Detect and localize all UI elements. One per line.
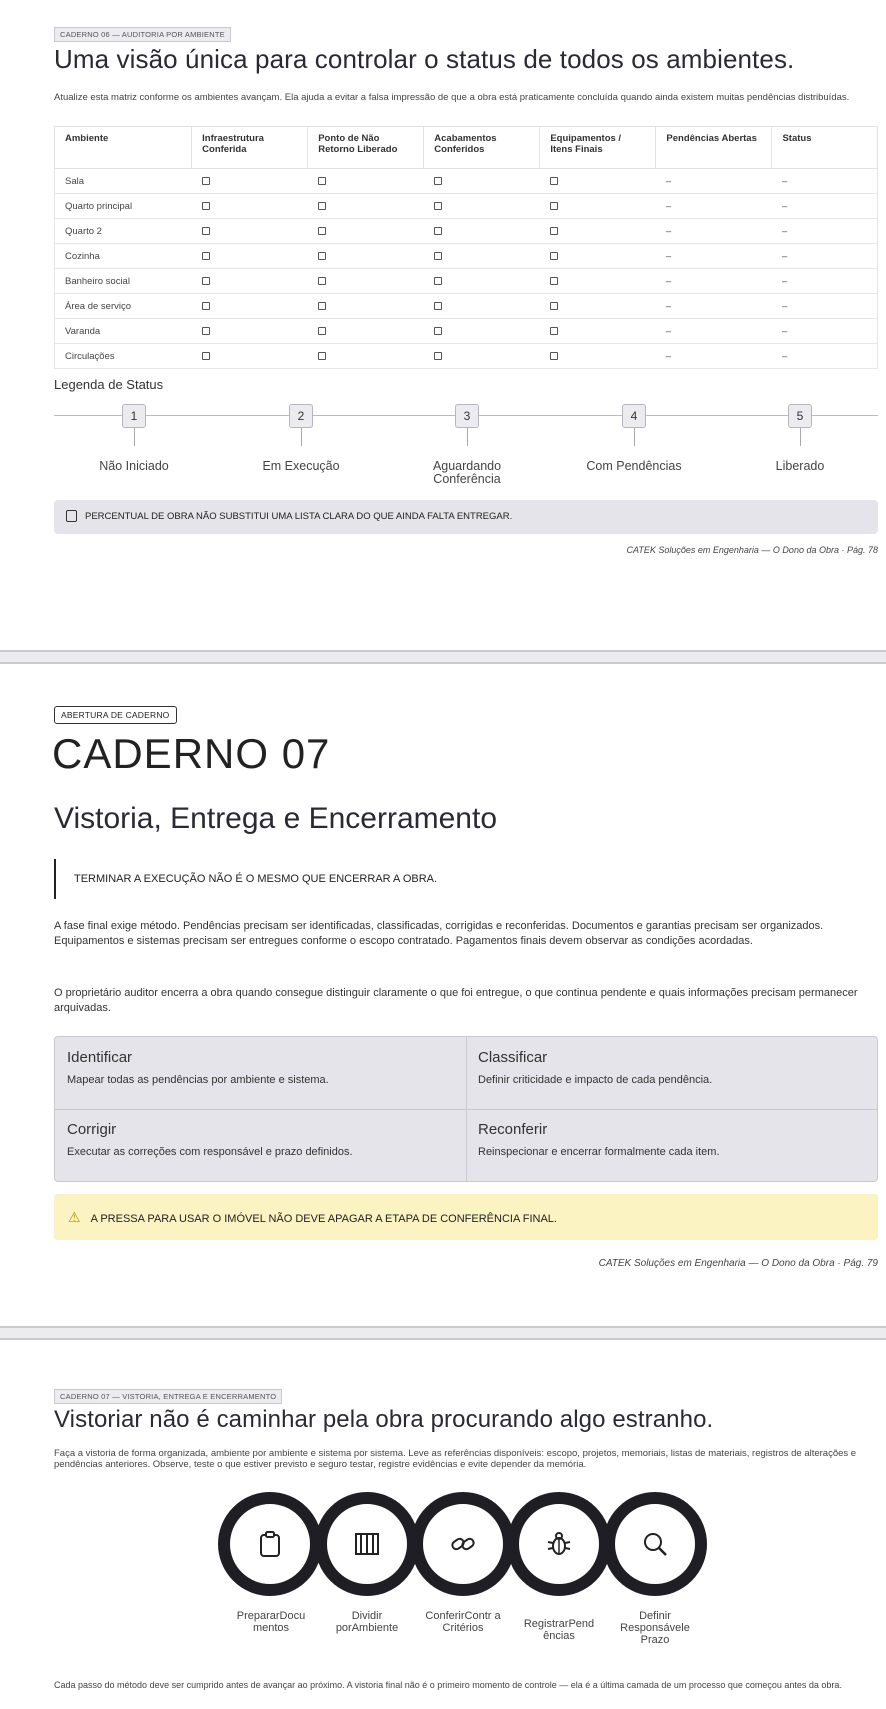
step-label: Dividir porAmbiente — [335, 1610, 399, 1634]
legend-tick — [467, 428, 468, 446]
page-title: Uma visão única para controlar o status de todos os ambientes. — [54, 44, 795, 74]
process-grid — [54, 1036, 878, 1182]
legend-tick — [301, 428, 302, 446]
page-78 — [0, 0, 886, 650]
legend-step-label: Em Execução — [262, 459, 340, 473]
room-name: Circulações — [55, 344, 192, 369]
step-label: RegistrarPend ências — [523, 1618, 595, 1642]
checkbox[interactable] — [434, 352, 442, 360]
table-row — [55, 194, 878, 219]
notice-banner — [54, 500, 878, 534]
notice-text: PERCENTUAL DE OBRA NÃO SUBSTITUI UMA LISTA CLARA DO QUE AINDA FALTA ENTREGAR. — [85, 511, 513, 522]
checkbox[interactable] — [550, 202, 558, 210]
checkbox-cell — [540, 194, 656, 219]
checkbox[interactable] — [434, 327, 442, 335]
legend-step-number: 2 — [289, 404, 313, 428]
checkbox-cell — [540, 344, 656, 369]
pending-cell: – — [656, 169, 772, 194]
room-name: Quarto principal — [55, 194, 192, 219]
bug-icon — [545, 1530, 573, 1558]
pending-cell: – — [656, 194, 772, 219]
checkbox[interactable] — [550, 227, 558, 235]
checkbox-cell — [192, 319, 308, 344]
method-steps — [218, 1492, 688, 1608]
status-cell: – — [772, 344, 878, 369]
pending-cell: – — [656, 294, 772, 319]
checkbox-cell — [192, 294, 308, 319]
checkbox[interactable] — [202, 202, 210, 210]
step-circle-3 — [411, 1492, 515, 1596]
intro-text: Atualize esta matriz conforme os ambientes avançam. Ela ajuda a evitar a falsa impressão de que a obra está praticamente concluída quando ainda existem muitas pendências distribuídas. — [54, 92, 850, 103]
pending-cell: – — [656, 269, 772, 294]
legend-step-number: 1 — [122, 404, 146, 428]
checkbox-cell — [540, 269, 656, 294]
checkbox[interactable] — [202, 352, 210, 360]
cell-title: Classificar — [478, 1049, 548, 1066]
checkbox[interactable] — [318, 352, 326, 360]
step-circle-2 — [315, 1492, 419, 1596]
checkbox-cell — [308, 194, 424, 219]
legend-step-label: Não Iniciado — [99, 459, 169, 473]
column-header: Acabamentos Conferidos — [424, 127, 540, 169]
checkbox-cell — [192, 269, 308, 294]
legend-tick — [800, 428, 801, 446]
cell-desc: Reinspecionar e encerrar formalmente cada item. — [478, 1146, 720, 1158]
table-row — [55, 219, 878, 244]
link-icon — [448, 1530, 478, 1558]
pending-cell: – — [656, 219, 772, 244]
status-cell: – — [772, 169, 878, 194]
status-cell: – — [772, 244, 878, 269]
checkbox-cell — [192, 219, 308, 244]
checkbox-cell — [424, 219, 540, 244]
grid-cell-reconferir — [466, 1109, 877, 1181]
cell-desc: Executar as correções com responsável e prazo definidos. — [67, 1146, 353, 1158]
checkbox-cell — [308, 344, 424, 369]
checkbox[interactable] — [318, 277, 326, 285]
checkbox[interactable] — [202, 227, 210, 235]
step-circle-4 — [507, 1492, 611, 1596]
cell-title: Reconferir — [478, 1121, 548, 1138]
warning-banner — [54, 1194, 878, 1240]
cell-title: Corrigir — [67, 1121, 117, 1138]
table-header-row — [55, 127, 878, 169]
room-name: Banheiro social — [55, 269, 192, 294]
checkbox-cell — [308, 219, 424, 244]
step-label: ConferirContr a Critérios — [425, 1610, 501, 1634]
checkbox-cell — [424, 269, 540, 294]
checkbox[interactable] — [550, 177, 558, 185]
intro-text: Faça a vistoria de forma organizada, ambiente por ambiente e sistema por sistema. Leve as referências disponíveis: escopo, projetos, memoriais, listas de materiais, registros de alterações e pendências anteriores. Observe, teste o que estiver previsto e seguro testar, registre evidências e evite depender da memória. — [54, 1448, 857, 1470]
column-header: Ambiente — [55, 127, 192, 169]
table-body — [55, 169, 878, 369]
grid-cell-corrigir — [55, 1109, 466, 1181]
columns-icon — [352, 1530, 382, 1558]
paragraph-1: A fase final exige método. Pendências precisam ser identificadas, classificadas, corrigidas e reconferidas. Documentos e garantias precisam ser organizados. Equipamentos e sistemas precisam ser entregues conforme o escopo contratado. Pagamentos finais devem observar as condições acordadas. — [54, 920, 824, 947]
checkbox-cell — [424, 294, 540, 319]
checkbox-cell — [540, 244, 656, 269]
page-80 — [0, 1340, 886, 1709]
checkbox[interactable] — [434, 227, 442, 235]
checkbox-cell — [540, 319, 656, 344]
checkbox-cell — [308, 244, 424, 269]
room-name: Quarto 2 — [55, 219, 192, 244]
room-name: Cozinha — [55, 244, 192, 269]
checkbox[interactable] — [434, 202, 442, 210]
checkbox-cell — [540, 219, 656, 244]
legend-step-number: 5 — [788, 404, 812, 428]
table-row — [55, 294, 878, 319]
status-cell: – — [772, 319, 878, 344]
checkbox-cell — [308, 294, 424, 319]
page-separator — [0, 1326, 886, 1340]
warning-text: A PRESSA PARA USAR O IMÓVEL NÃO DEVE APAGAR A ETAPA DE CONFERÊNCIA FINAL. — [90, 1213, 557, 1225]
paragraph-2: O proprietário auditor encerra a obra quando consegue distinguir claramente o que foi entregue, o que continua pendente e quais informações precisam permanecer arquivadas. — [54, 987, 858, 1014]
checkbox-cell — [192, 244, 308, 269]
checkbox-cell — [540, 294, 656, 319]
legend-step-number: 4 — [622, 404, 646, 428]
page-footer: CATEK Soluções em Engenharia — O Dono da Obra · Pág. 79 — [598, 1258, 878, 1269]
status-cell: – — [772, 219, 878, 244]
room-name: Área de serviço — [55, 294, 192, 319]
legend-title: Legenda de Status — [54, 377, 164, 392]
checkbox[interactable] — [318, 202, 326, 210]
checkbox[interactable] — [550, 302, 558, 310]
cell-desc: Definir criticidade e impacto de cada pendência. — [478, 1074, 713, 1086]
column-header: Ponto de Não Retorno Liberado — [308, 127, 424, 169]
checkbox[interactable] — [550, 252, 558, 260]
table-row — [55, 269, 878, 294]
checkbox-cell — [308, 319, 424, 344]
checkbox[interactable] — [550, 277, 558, 285]
checkbox[interactable] — [202, 277, 210, 285]
checkbox-cell — [424, 344, 540, 369]
step-label: PrepararDocu mentos — [236, 1610, 306, 1634]
pull-quote: TERMINAR A EXECUÇÃO NÃO É O MESMO QUE ENCERRAR A OBRA. — [54, 859, 437, 899]
legend-tick — [634, 428, 635, 446]
room-name: Sala — [55, 169, 192, 194]
checkbox[interactable] — [318, 227, 326, 235]
page-79 — [0, 664, 886, 1324]
page-title: Vistoriar não é caminhar pela obra procurando algo estranho. — [54, 1406, 714, 1433]
chapter-subtitle: Vistoria, Entrega e Encerramento — [54, 802, 498, 835]
checkbox-cell — [192, 169, 308, 194]
column-header: Equipamentos / Itens Finais — [540, 127, 656, 169]
checkbox-cell — [424, 319, 540, 344]
room-name: Varanda — [55, 319, 192, 344]
page-footer: CATEK Soluções em Engenharia — O Dono da Obra · Pág. 78 — [626, 545, 878, 555]
table-row — [55, 344, 878, 369]
checkbox[interactable] — [550, 327, 558, 335]
pending-cell: – — [656, 344, 772, 369]
step-label: Definir Responsávele Prazo — [620, 1610, 690, 1646]
checkbox[interactable] — [202, 327, 210, 335]
chapter-title: CADERNO 07 — [52, 730, 331, 777]
grid-cell-identificar — [55, 1037, 466, 1109]
note-icon — [66, 510, 77, 522]
checkbox-cell — [192, 194, 308, 219]
cell-desc: Mapear todas as pendências por ambiente e sistema. — [67, 1074, 329, 1086]
column-header: Status — [772, 127, 878, 169]
pending-cell: – — [656, 319, 772, 344]
checkbox[interactable] — [318, 252, 326, 260]
column-header: Pendências Abertas — [656, 127, 772, 169]
status-matrix-table — [54, 126, 878, 369]
checkbox[interactable] — [550, 352, 558, 360]
checkbox-cell — [424, 244, 540, 269]
legend-step-label: Liberado — [775, 459, 825, 473]
checkbox[interactable] — [202, 252, 210, 260]
checkbox-cell — [424, 194, 540, 219]
checkbox-cell — [424, 169, 540, 194]
legend-tick — [134, 428, 135, 446]
checkbox[interactable] — [202, 302, 210, 310]
status-cell: – — [772, 194, 878, 219]
search-icon — [641, 1530, 669, 1558]
method-note: Cada passo do método deve ser cumprido antes de avançar ao próximo. A vistoria final não é o primeiro momento de controle — ela é a última camada de um processo que começou antes da obra. — [54, 1680, 842, 1690]
checkbox-cell — [308, 169, 424, 194]
checkbox[interactable] — [434, 277, 442, 285]
status-cell: – — [772, 294, 878, 319]
table-row — [55, 244, 878, 269]
checkbox[interactable] — [434, 302, 442, 310]
checkbox[interactable] — [318, 302, 326, 310]
legend-step-number: 3 — [455, 404, 479, 428]
column-header: Infraestrutura Conferida — [192, 127, 308, 169]
step-circle-1 — [218, 1492, 322, 1596]
checkbox[interactable] — [202, 177, 210, 185]
clipboard-icon — [257, 1530, 283, 1558]
legend-step-label: Aguardando Conferência — [432, 459, 502, 486]
section-tag: CADERNO 07 — VISTORIA, ENTREGA E ENCERRAMENTO — [54, 1389, 282, 1404]
cell-title: Identificar — [67, 1049, 133, 1066]
section-tag: CADERNO 06 — AUDITORIA POR AMBIENTE — [54, 27, 231, 42]
checkbox-cell — [192, 344, 308, 369]
status-cell: – — [772, 269, 878, 294]
chapter-pill: ABERTURA DE CADERNO — [54, 706, 177, 724]
grid-cell-classificar — [466, 1037, 877, 1109]
pending-cell: – — [656, 244, 772, 269]
warning-icon: ⚠ — [68, 1209, 81, 1225]
checkbox-cell — [308, 269, 424, 294]
checkbox[interactable] — [434, 177, 442, 185]
table-row — [55, 319, 878, 344]
table-row — [55, 169, 878, 194]
legend-step-label: Com Pendências — [586, 459, 682, 473]
checkbox-cell — [540, 169, 656, 194]
checkbox[interactable] — [318, 177, 326, 185]
step-circle-5 — [603, 1492, 707, 1596]
checkbox[interactable] — [434, 252, 442, 260]
checkbox[interactable] — [318, 327, 326, 335]
grid-divider — [55, 1109, 877, 1110]
page-separator — [0, 650, 886, 664]
